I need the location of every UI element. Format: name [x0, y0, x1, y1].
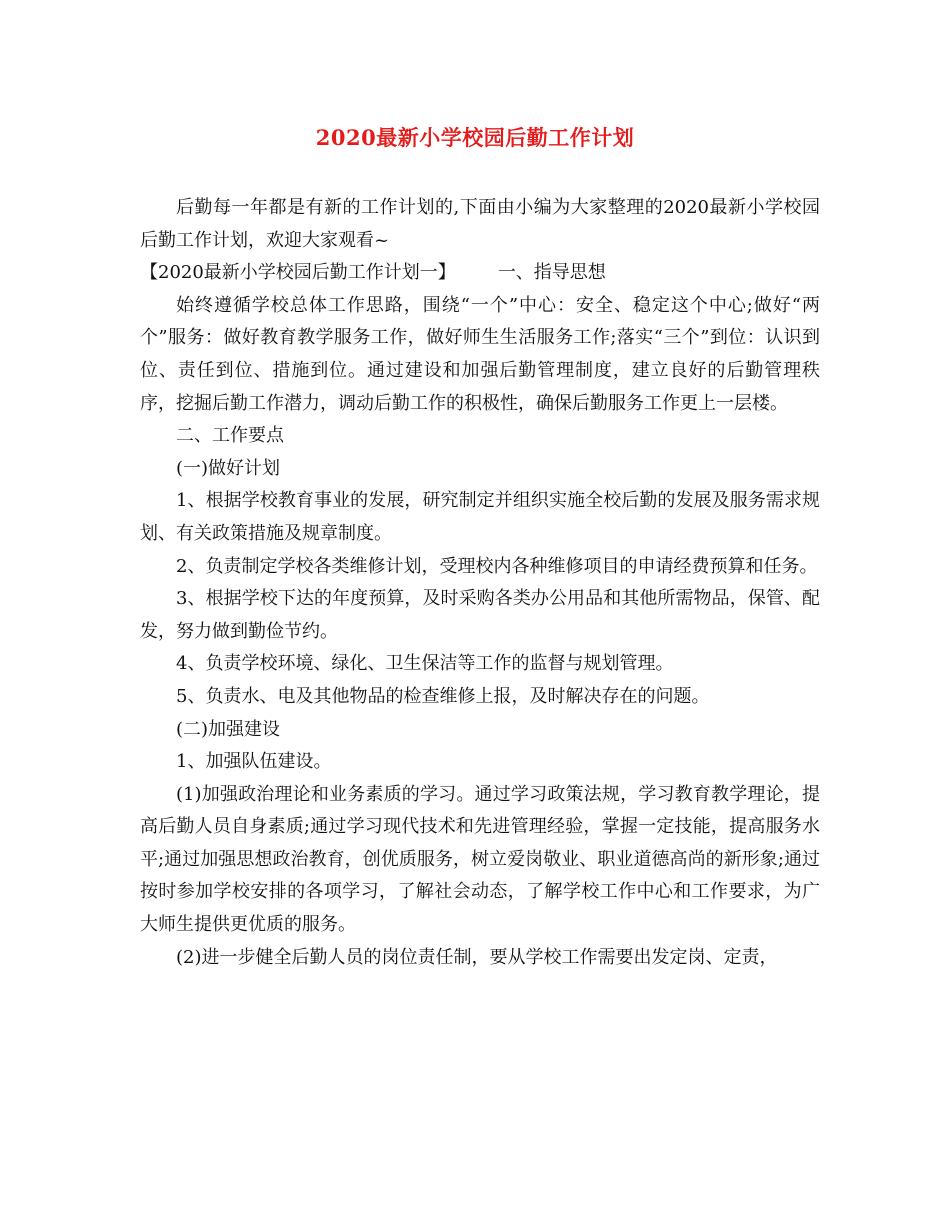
list-item: 2、负责制定学校各类维修计划，受理校内各种维修项目的申请经费预算和任务。 [176, 555, 818, 577]
sub1-heading: (一)做好计划 [176, 457, 281, 479]
sub2-heading: (二)加强建设 [176, 718, 281, 740]
list-item: (1)加强政治理论和业务素质的学习。通过学习政策法规，学习教育教学理论，提高后勤人员自身素质;通过学习现代技术和先进管理经验，掌握一定技能，提高服务水平;通过加强思想政治教育，创优质服务，树立爱岗敬业、职业道德高尚的新形象;通过按时参加学校安排的各项学习，了解社会动态，了解学校工作中心和工作要求，为广大师生提供更优质的服务。 [140, 783, 820, 936]
list-item: (2)进一步健全后勤人员的岗位责任制，要从学校工作需要出发定岗、定责， [176, 946, 778, 968]
intro-paragraph: 后勤每一年都是有新的工作计划的,下面由小编为大家整理的2020最新小学校园后勤工作计划，欢迎大家观看~ [140, 197, 820, 251]
section1-body: 始终遵循学校总体工作思路，围绕“一个”中心：安全、稳定这个中心;做好“两个”服务：做好教育教学服务工作，做好师生生活服务工作;落实“三个”到位：认识到位、责任到位、措施到位。通过建设和加强后勤管理制度，建立良好的后勤管理秩序，挖掘后勤工作潜力，调动后勤工作的积极性，确保后勤服务工作更上一层楼。 [140, 294, 820, 414]
list-item: 4、负责学校环境、绿化、卫生保洁等工作的监督与规划管理。 [176, 653, 674, 675]
list-item: 5、负责水、电及其他物品的检查维修上报，及时解决存在的问题。 [176, 685, 710, 707]
sub2-item-1: 1、加强队伍建设。 [176, 751, 332, 773]
plan-heading-line [140, 257, 820, 290]
plan-heading: 【2020最新小学校园后勤工作计划一】 [140, 262, 456, 284]
list-item: 1、根据学校教育事业的发展，研究制定并组织实施全校后勤的发展及服务需求规划、有关政策措施及规章制度。 [140, 490, 820, 544]
list-item: 3、根据学校下达的年度预算，及时采购各类办公用品和其他所需物品，保管、配发，努力做到勤俭节约。 [140, 588, 820, 642]
section1-heading: 一、指导思想 [497, 262, 606, 284]
document-body [140, 192, 820, 974]
section2-heading: 二、工作要点 [176, 425, 284, 447]
document-title: 2020最新小学校园后勤工作计划 [315, 125, 635, 150]
